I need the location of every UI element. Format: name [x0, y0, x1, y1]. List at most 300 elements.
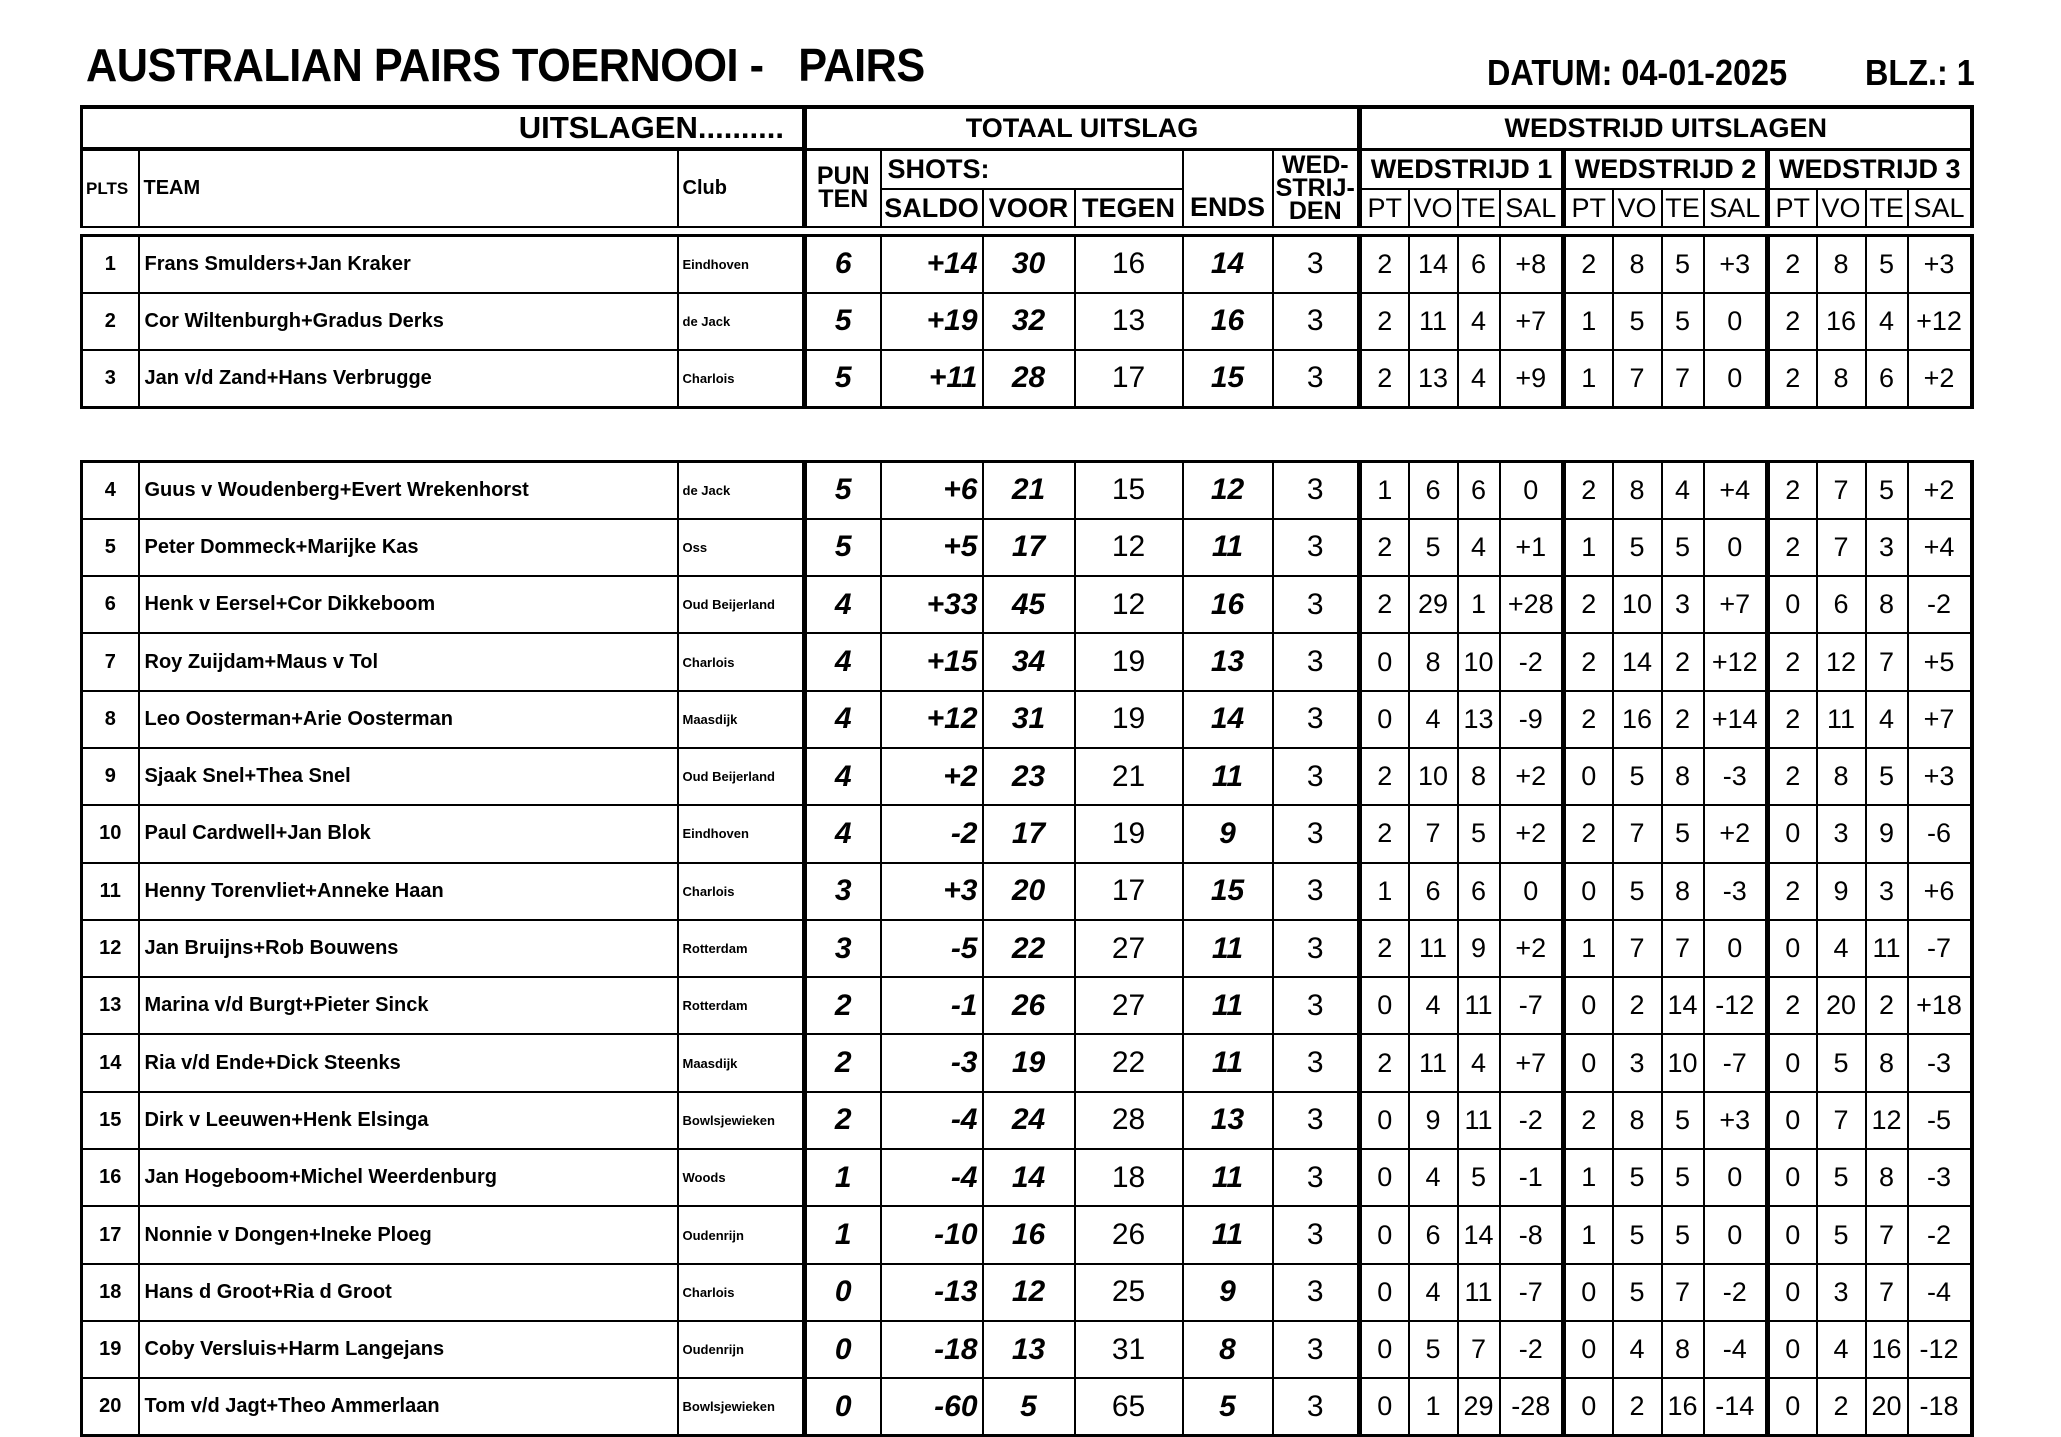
game-2-te-cell: 8: [1662, 1321, 1704, 1378]
game-3-pt-cell: 2: [1768, 519, 1817, 576]
ends-cell: 16: [1183, 576, 1273, 633]
game-3-te-cell: 12: [1866, 1092, 1908, 1149]
game-3-pt-cell: 0: [1768, 1149, 1817, 1206]
game-3-vo-cell: 16: [1817, 293, 1866, 350]
game-2-vo-cell: 16: [1613, 691, 1662, 748]
game-3-sal-cell: +5: [1908, 633, 1972, 690]
game-2-te-cell: 3: [1662, 576, 1704, 633]
game-1-vo-cell: 14: [1409, 236, 1458, 293]
game-2-te-cell: 2: [1662, 691, 1704, 748]
table-row: [82, 863, 1972, 920]
game-3-sal-cell: -7: [1908, 920, 1972, 977]
club-cell: Rotterdam: [678, 920, 805, 977]
wedstrijden-header-line1: WED-: [1281, 150, 1349, 179]
ends-cell: 9: [1183, 1264, 1273, 1321]
game-2-sal-cell: 0: [1704, 1149, 1768, 1206]
tegen-cell: 26: [1075, 1206, 1183, 1263]
team-cell: Roy Zuijdam+Maus v Tol: [139, 633, 678, 690]
ends-cell: 12: [1183, 462, 1273, 519]
game-3-vo-cell: 2: [1817, 1378, 1866, 1435]
tegen-cell: 28: [1075, 1092, 1183, 1149]
game-1-pt-cell: 0: [1360, 1321, 1409, 1378]
game-2-pt-cell: 0: [1564, 1378, 1613, 1435]
game-2-pt-cell: 0: [1564, 1321, 1613, 1378]
rank-cell: 15: [82, 1092, 139, 1149]
game-3-vo-cell: 3: [1817, 1264, 1866, 1321]
game-2-vo-cell: 2: [1613, 977, 1662, 1034]
game-1-sal-cell: +2: [1500, 920, 1564, 977]
game-3-te-cell: 8: [1866, 1149, 1908, 1206]
punten-cell: 4: [805, 748, 881, 805]
game-2-vo-cell: 14: [1613, 633, 1662, 690]
game-1-pt-cell: 2: [1360, 236, 1409, 293]
table-row: [82, 293, 1972, 350]
game-2-vo-cell: 7: [1613, 920, 1662, 977]
voor-cell: 17: [983, 805, 1075, 862]
rank-cell: 7: [82, 633, 139, 690]
punten-cell: 2: [805, 977, 881, 1034]
game-1-pt-cell: 0: [1360, 633, 1409, 690]
wedstrijden-cell: 3: [1273, 1321, 1360, 1378]
voor-cell: 20: [983, 863, 1075, 920]
game-2-pt-header: PT: [1564, 189, 1613, 227]
punten-cell: 2: [805, 1092, 881, 1149]
game-3-te-cell: 5: [1866, 236, 1908, 293]
saldo-cell: +19: [881, 293, 983, 350]
game-1-sal-cell: -8: [1500, 1206, 1564, 1263]
saldo-cell: -10: [881, 1206, 983, 1263]
tegen-cell: 18: [1075, 1149, 1183, 1206]
ends-cell: 14: [1183, 691, 1273, 748]
punten-cell: 0: [805, 1378, 881, 1435]
game-3-vo-cell: 6: [1817, 576, 1866, 633]
game-2-header: WEDSTRIJD 2: [1564, 149, 1768, 189]
wedstrijd-uitslagen-heading: WEDSTRIJD UITSLAGEN: [1360, 107, 1972, 149]
game-2-te-cell: 7: [1662, 920, 1704, 977]
team-header: TEAM: [139, 149, 678, 227]
game-1-vo-cell: 29: [1409, 576, 1458, 633]
table-row: [82, 236, 1972, 293]
game-2-sal-cell: +3: [1704, 236, 1768, 293]
game-1-pt-cell: 2: [1360, 1034, 1409, 1091]
ends-cell: 11: [1183, 1206, 1273, 1263]
game-2-te-cell: 5: [1662, 1092, 1704, 1149]
rank-cell: 13: [82, 977, 139, 1034]
voor-cell: 32: [983, 293, 1075, 350]
shots-header: SHOTS:: [881, 149, 1183, 189]
game-3-vo-cell: 5: [1817, 1206, 1866, 1263]
game-2-pt-cell: 0: [1564, 1264, 1613, 1321]
tegen-cell: 25: [1075, 1264, 1183, 1321]
ends-cell: 11: [1183, 977, 1273, 1034]
club-cell: Eindhoven: [678, 236, 805, 293]
wedstrijden-cell: 3: [1273, 350, 1360, 407]
game-3-pt-cell: 0: [1768, 576, 1817, 633]
game-1-sal-cell: +2: [1500, 748, 1564, 805]
game-1-te-cell: 11: [1458, 1264, 1500, 1321]
saldo-cell: -60: [881, 1378, 983, 1435]
ends-header: ENDS: [1183, 189, 1273, 227]
saldo-cell: -1: [881, 977, 983, 1034]
page-number-label: BLZ.: 1: [1865, 52, 1975, 93]
game-3-te-cell: 16: [1866, 1321, 1908, 1378]
game-2-vo-cell: 5: [1613, 519, 1662, 576]
game-2-pt-cell: 2: [1564, 462, 1613, 519]
game-3-vo-cell: 11: [1817, 691, 1866, 748]
club-cell: Oudenrijn: [678, 1206, 805, 1263]
game-3-pt-cell: 2: [1768, 863, 1817, 920]
game-1-vo-cell: 9: [1409, 1092, 1458, 1149]
game-2-pt-cell: 1: [1564, 1206, 1613, 1263]
wedstrijden-cell: 3: [1273, 748, 1360, 805]
table-row: [82, 1092, 1972, 1149]
game-1-pt-cell: 2: [1360, 576, 1409, 633]
game-1-vo-cell: 11: [1409, 293, 1458, 350]
game-1-vo-cell: 4: [1409, 1149, 1458, 1206]
results-table-main: [80, 460, 1974, 1437]
game-1-pt-cell: 0: [1360, 691, 1409, 748]
saldo-cell: +11: [881, 350, 983, 407]
game-1-sal-cell: +2: [1500, 805, 1564, 862]
game-3-pt-cell: 2: [1768, 462, 1817, 519]
club-cell: Maasdijk: [678, 691, 805, 748]
game-2-te-cell: 5: [1662, 1206, 1704, 1263]
game-1-sal-cell: +8: [1500, 236, 1564, 293]
game-2-vo-cell: 2: [1613, 1378, 1662, 1435]
club-cell: Charlois: [678, 350, 805, 407]
game-2-vo-cell: 5: [1613, 1264, 1662, 1321]
game-2-vo-cell: 8: [1613, 236, 1662, 293]
game-1-te-cell: 1: [1458, 576, 1500, 633]
game-3-sal-cell: -3: [1908, 1149, 1972, 1206]
game-2-sal-cell: +7: [1704, 576, 1768, 633]
game-1-pt-cell: 2: [1360, 350, 1409, 407]
game-2-pt-cell: 1: [1564, 1149, 1613, 1206]
team-cell: Leo Oosterman+Arie Oosterman: [139, 691, 678, 748]
game-3-te-cell: 6: [1866, 350, 1908, 407]
table-row: [82, 920, 1972, 977]
voor-cell: 22: [983, 920, 1075, 977]
game-2-vo-cell: 5: [1613, 293, 1662, 350]
punten-cell: 3: [805, 920, 881, 977]
game-2-te-cell: 8: [1662, 863, 1704, 920]
game-2-vo-cell: 10: [1613, 576, 1662, 633]
ends-cell: 11: [1183, 920, 1273, 977]
team-cell: Hans d Groot+Ria d Groot: [139, 1264, 678, 1321]
game-1-pt-cell: 0: [1360, 1206, 1409, 1263]
game-3-vo-cell: 5: [1817, 1149, 1866, 1206]
rank-cell: 4: [82, 462, 139, 519]
game-1-sal-cell: -9: [1500, 691, 1564, 748]
game-2-te-cell: 5: [1662, 236, 1704, 293]
game-1-vo-cell: 11: [1409, 1034, 1458, 1091]
game-1-te-cell: 7: [1458, 1321, 1500, 1378]
game-2-vo-header: VO: [1613, 189, 1662, 227]
game-3-te-cell: 7: [1866, 1264, 1908, 1321]
game-3-sal-cell: +3: [1908, 236, 1972, 293]
punten-cell: 4: [805, 576, 881, 633]
wedstrijden-cell: 3: [1273, 462, 1360, 519]
game-1-sal-cell: -7: [1500, 977, 1564, 1034]
game-3-vo-cell: 7: [1817, 462, 1866, 519]
game-2-sal-cell: -3: [1704, 748, 1768, 805]
club-cell: Oudenrijn: [678, 1321, 805, 1378]
game-1-te-cell: 6: [1458, 236, 1500, 293]
wedstrijden-header: [1273, 149, 1360, 227]
game-3-te-cell: 4: [1866, 293, 1908, 350]
game-2-te-cell: 5: [1662, 1149, 1704, 1206]
game-2-te-header: TE: [1662, 189, 1704, 227]
saldo-cell: -4: [881, 1092, 983, 1149]
table-row: [82, 691, 1972, 748]
game-1-te-cell: 6: [1458, 462, 1500, 519]
table-row: [82, 1206, 1972, 1263]
rank-cell: 19: [82, 1321, 139, 1378]
game-3-sal-cell: -5: [1908, 1092, 1972, 1149]
club-cell: Eindhoven: [678, 805, 805, 862]
team-cell: Paul Cardwell+Jan Blok: [139, 805, 678, 862]
game-2-te-cell: 2: [1662, 633, 1704, 690]
wedstrijden-cell: 3: [1273, 863, 1360, 920]
game-1-pt-cell: 2: [1360, 805, 1409, 862]
game-2-vo-cell: 5: [1613, 1149, 1662, 1206]
rank-cell: 10: [82, 805, 139, 862]
team-cell: Peter Dommeck+Marijke Kas: [139, 519, 678, 576]
game-1-pt-cell: 2: [1360, 920, 1409, 977]
voor-cell: 5: [983, 1378, 1075, 1435]
game-2-te-cell: 4: [1662, 462, 1704, 519]
club-cell: Bowlsjewieken: [678, 1378, 805, 1435]
team-cell: Jan Hogeboom+Michel Weerdenburg: [139, 1149, 678, 1206]
ends-cell: 9: [1183, 805, 1273, 862]
game-1-sal-cell: +1: [1500, 519, 1564, 576]
game-3-te-cell: 11: [1866, 920, 1908, 977]
game-1-pt-cell: 2: [1360, 293, 1409, 350]
game-1-vo-cell: 6: [1409, 462, 1458, 519]
game-1-te-cell: 6: [1458, 863, 1500, 920]
game-1-te-cell: 4: [1458, 293, 1500, 350]
saldo-cell: -18: [881, 1321, 983, 1378]
voor-cell: 26: [983, 977, 1075, 1034]
game-2-pt-cell: 1: [1564, 293, 1613, 350]
game-3-te-cell: 8: [1866, 576, 1908, 633]
club-cell: Charlois: [678, 633, 805, 690]
ends-cell: 8: [1183, 1321, 1273, 1378]
rank-cell: 6: [82, 576, 139, 633]
tegen-cell: 65: [1075, 1378, 1183, 1435]
club-cell: Bowlsjewieken: [678, 1092, 805, 1149]
table-row: [82, 633, 1972, 690]
game-1-vo-cell: 8: [1409, 633, 1458, 690]
rank-cell: 12: [82, 920, 139, 977]
table-row: [82, 462, 1972, 519]
game-1-vo-header: VO: [1409, 189, 1458, 227]
voor-cell: 30: [983, 236, 1075, 293]
team-cell: Dirk v Leeuwen+Henk Elsinga: [139, 1092, 678, 1149]
voor-cell: 13: [983, 1321, 1075, 1378]
game-3-vo-cell: 3: [1817, 805, 1866, 862]
wedstrijden-cell: 3: [1273, 1034, 1360, 1091]
game-3-vo-cell: 8: [1817, 748, 1866, 805]
game-3-sal-cell: -6: [1908, 805, 1972, 862]
game-1-pt-cell: 2: [1360, 748, 1409, 805]
game-2-sal-cell: -14: [1704, 1378, 1768, 1435]
saldo-cell: +6: [881, 462, 983, 519]
wedstrijden-cell: 3: [1273, 1149, 1360, 1206]
game-3-pt-cell: 0: [1768, 1034, 1817, 1091]
voor-cell: 23: [983, 748, 1075, 805]
wedstrijden-cell: 3: [1273, 1206, 1360, 1263]
team-cell: Guus v Woudenberg+Evert Wrekenhorst: [139, 462, 678, 519]
game-3-sal-cell: -18: [1908, 1378, 1972, 1435]
game-3-sal-cell: +18: [1908, 977, 1972, 1034]
game-3-pt-cell: 2: [1768, 293, 1817, 350]
game-3-sal-header: SAL: [1908, 189, 1972, 227]
table-row: [82, 1034, 1972, 1091]
game-2-pt-cell: 1: [1564, 350, 1613, 407]
game-1-te-cell: 11: [1458, 977, 1500, 1034]
game-1-te-cell: 5: [1458, 805, 1500, 862]
game-2-pt-cell: 0: [1564, 977, 1613, 1034]
game-2-te-cell: 16: [1662, 1378, 1704, 1435]
team-cell: Tom v/d Jagt+Theo Ammerlaan: [139, 1378, 678, 1435]
game-2-vo-cell: 7: [1613, 350, 1662, 407]
game-3-sal-cell: -2: [1908, 576, 1972, 633]
table-row: [82, 1264, 1972, 1321]
punten-cell: 5: [805, 519, 881, 576]
rank-cell: 16: [82, 1149, 139, 1206]
game-1-te-cell: 14: [1458, 1206, 1500, 1263]
plts-header: PLTS: [82, 149, 139, 227]
tegen-cell: 27: [1075, 920, 1183, 977]
game-1-sal-cell: +9: [1500, 350, 1564, 407]
game-1-sal-cell: +28: [1500, 576, 1564, 633]
game-3-vo-cell: 8: [1817, 350, 1866, 407]
wedstrijden-cell: 3: [1273, 805, 1360, 862]
game-2-te-cell: 5: [1662, 293, 1704, 350]
game-2-sal-cell: 0: [1704, 519, 1768, 576]
game-3-vo-header: VO: [1817, 189, 1866, 227]
wedstrijden-cell: 3: [1273, 691, 1360, 748]
tegen-cell: 12: [1075, 576, 1183, 633]
game-2-sal-cell: 0: [1704, 293, 1768, 350]
tegen-cell: 27: [1075, 977, 1183, 1034]
game-3-sal-cell: -2: [1908, 1206, 1972, 1263]
punten-cell: 0: [805, 1321, 881, 1378]
saldo-cell: +15: [881, 633, 983, 690]
ends-cell: 14: [1183, 236, 1273, 293]
game-3-pt-header: PT: [1768, 189, 1817, 227]
tegen-header: TEGEN: [1075, 189, 1183, 227]
team-cell: Nonnie v Dongen+Ineke Ploeg: [139, 1206, 678, 1263]
team-cell: Frans Smulders+Jan Kraker: [139, 236, 678, 293]
rank-cell: 17: [82, 1206, 139, 1263]
game-2-vo-cell: 5: [1613, 748, 1662, 805]
game-3-te-cell: 3: [1866, 863, 1908, 920]
ends-cell: 13: [1183, 633, 1273, 690]
punten-cell: 0: [805, 1264, 881, 1321]
totaal-uitslag-heading: TOTAAL UITSLAG: [805, 107, 1360, 149]
game-2-vo-cell: 8: [1613, 1092, 1662, 1149]
game-1-vo-cell: 6: [1409, 1206, 1458, 1263]
game-2-te-cell: 7: [1662, 350, 1704, 407]
rank-cell: 2: [82, 293, 139, 350]
table-row: [82, 1378, 1972, 1435]
game-2-te-cell: 5: [1662, 519, 1704, 576]
game-1-pt-cell: 1: [1360, 863, 1409, 920]
saldo-cell: -2: [881, 805, 983, 862]
table-row: [82, 576, 1972, 633]
punten-cell: 2: [805, 1034, 881, 1091]
game-3-vo-cell: 9: [1817, 863, 1866, 920]
game-3-vo-cell: 7: [1817, 1092, 1866, 1149]
game-2-sal-cell: +14: [1704, 691, 1768, 748]
club-cell: Charlois: [678, 1264, 805, 1321]
ends-cell: 11: [1183, 519, 1273, 576]
game-1-te-cell: 13: [1458, 691, 1500, 748]
saldo-cell: -13: [881, 1264, 983, 1321]
saldo-cell: +12: [881, 691, 983, 748]
club-header: Club: [678, 149, 805, 227]
game-3-pt-cell: 2: [1768, 691, 1817, 748]
game-2-sal-cell: 0: [1704, 350, 1768, 407]
club-cell: de Jack: [678, 293, 805, 350]
game-2-sal-cell: +2: [1704, 805, 1768, 862]
game-1-pt-cell: 1: [1360, 462, 1409, 519]
game-3-sal-cell: -12: [1908, 1321, 1972, 1378]
ends-cell: 16: [1183, 293, 1273, 350]
punten-cell: 5: [805, 293, 881, 350]
team-cell: Cor Wiltenburgh+Gradus Derks: [139, 293, 678, 350]
game-2-vo-cell: 7: [1613, 805, 1662, 862]
voor-cell: 28: [983, 350, 1075, 407]
page-title: AUSTRALIAN PAIRS TOERNOOI - PAIRS: [86, 39, 925, 91]
game-2-sal-cell: -7: [1704, 1034, 1768, 1091]
game-3-pt-cell: 0: [1768, 1206, 1817, 1263]
table-row: [82, 748, 1972, 805]
game-3-te-header: TE: [1866, 189, 1908, 227]
game-3-te-cell: 9: [1866, 805, 1908, 862]
voor-header: VOOR: [983, 189, 1075, 227]
game-1-sal-cell: 0: [1500, 863, 1564, 920]
saldo-cell: +5: [881, 519, 983, 576]
game-1-te-cell: 9: [1458, 920, 1500, 977]
ends-cell: 15: [1183, 863, 1273, 920]
club-cell: Charlois: [678, 863, 805, 920]
game-3-sal-cell: +2: [1908, 462, 1972, 519]
game-2-vo-cell: 8: [1613, 462, 1662, 519]
wedstrijden-cell: 3: [1273, 519, 1360, 576]
game-3-pt-cell: 2: [1768, 236, 1817, 293]
rank-cell: 11: [82, 863, 139, 920]
club-cell: Rotterdam: [678, 977, 805, 1034]
table-row: [82, 519, 1972, 576]
game-1-pt-cell: 0: [1360, 1149, 1409, 1206]
game-1-sal-cell: -2: [1500, 633, 1564, 690]
ends-cell: 13: [1183, 1092, 1273, 1149]
tegen-cell: 19: [1075, 691, 1183, 748]
game-1-te-cell: 29: [1458, 1378, 1500, 1435]
voor-cell: 21: [983, 462, 1075, 519]
tegen-cell: 16: [1075, 236, 1183, 293]
team-cell: Henk v Eersel+Cor Dikkeboom: [139, 576, 678, 633]
team-cell: Marina v/d Burgt+Pieter Sinck: [139, 977, 678, 1034]
rank-cell: 9: [82, 748, 139, 805]
ends-cell: 11: [1183, 1149, 1273, 1206]
game-1-vo-cell: 7: [1409, 805, 1458, 862]
game-1-vo-cell: 6: [1409, 863, 1458, 920]
game-3-sal-cell: +7: [1908, 691, 1972, 748]
